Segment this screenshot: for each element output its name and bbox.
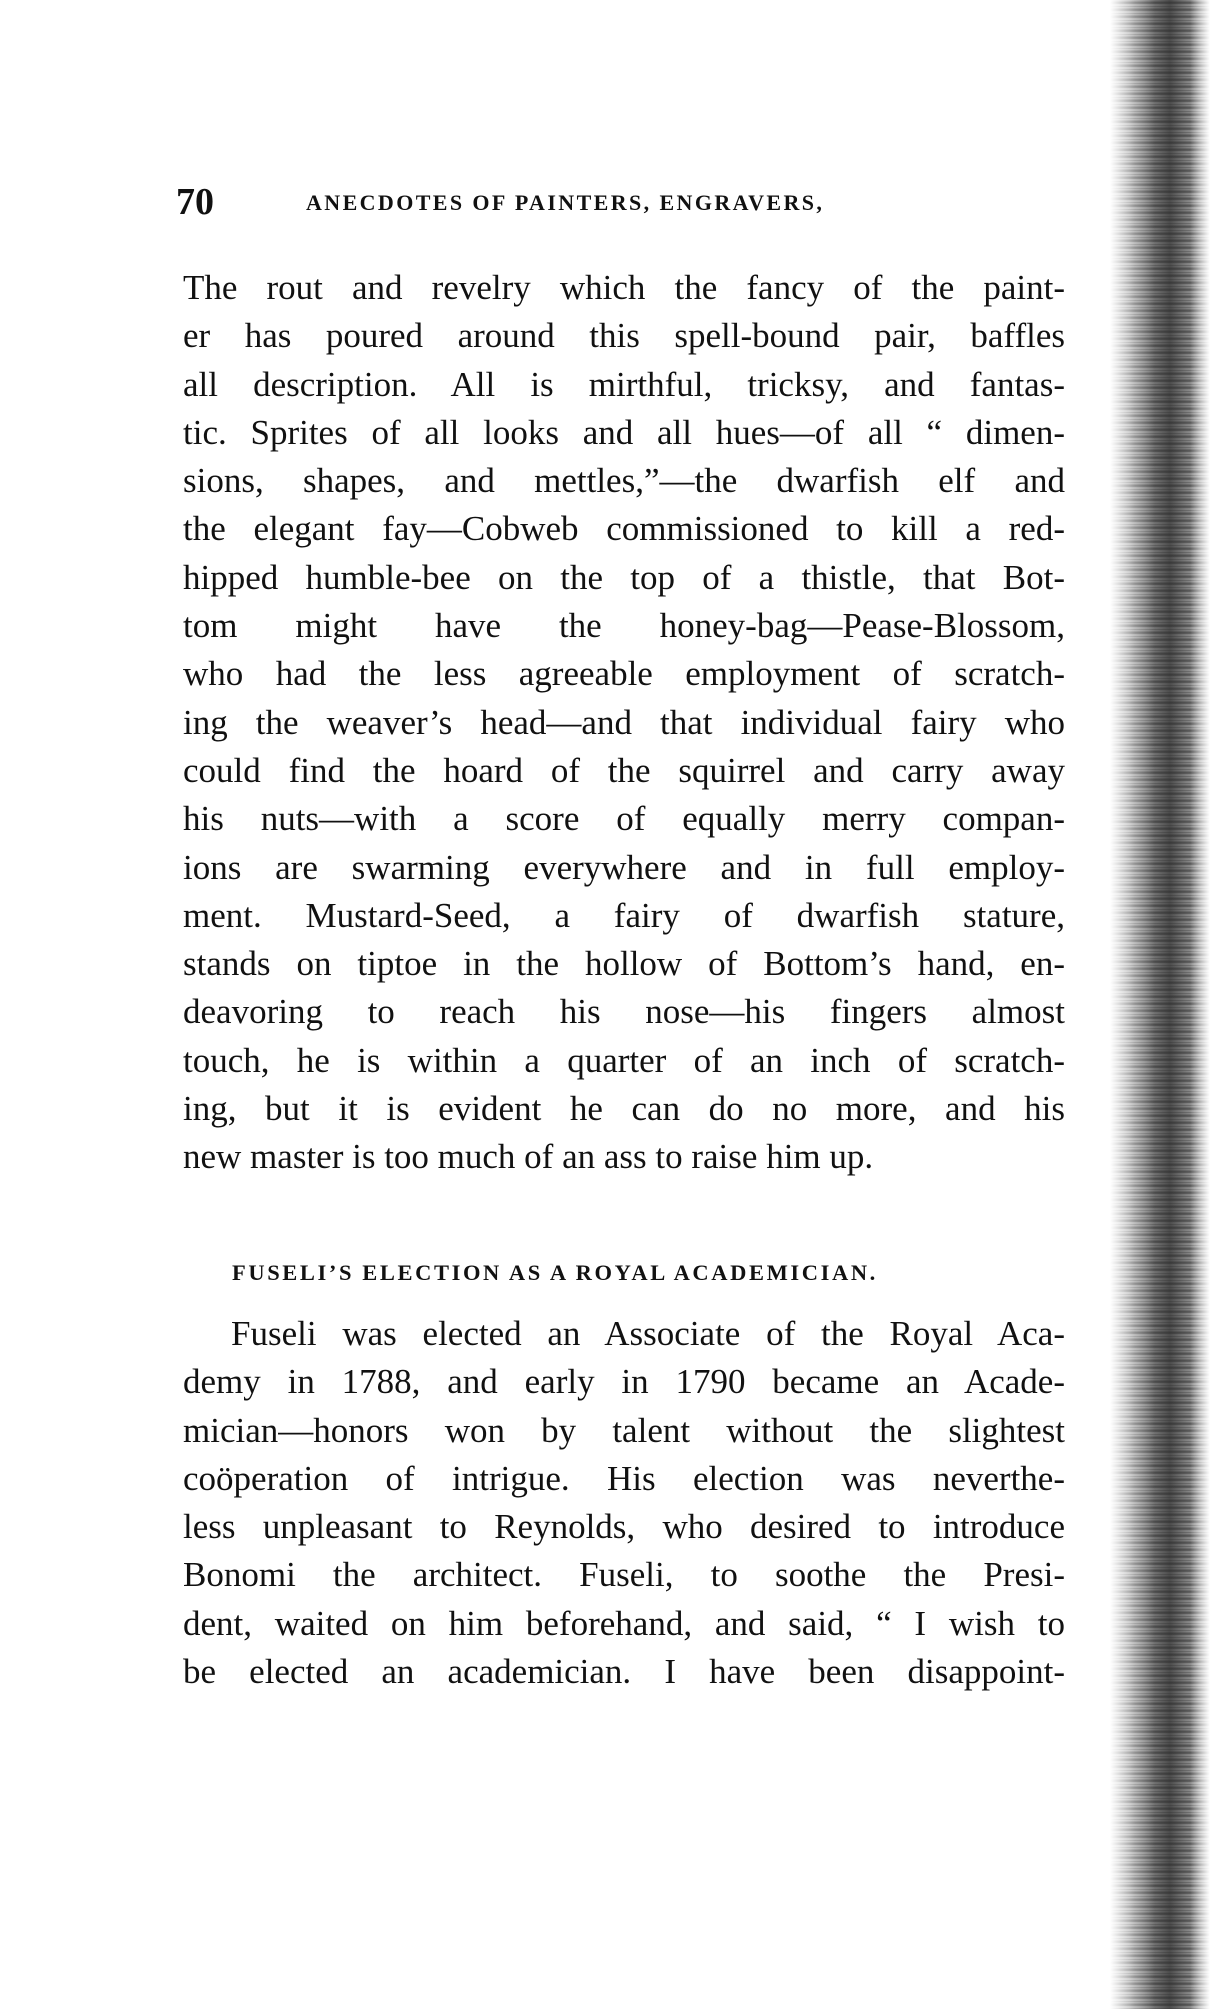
section-heading: FUSELI’S ELECTION AS A ROYAL ACADEMICIAN.	[232, 1260, 878, 1285]
text-line: dent, waited on him beforehand, and said, “ I wish to	[183, 1603, 1065, 1643]
running-title: ANECDOTES OF PAINTERS, ENGRAVERS,	[306, 190, 825, 215]
text-line: his nuts—with a score of equally merry compan-	[183, 799, 1065, 839]
text-line: be elected an academician. I have been disappoint-	[183, 1652, 1065, 1692]
running-head	[176, 180, 1076, 230]
text-line: er has poured around this spell-bound pair, baffles	[183, 316, 1065, 356]
paragraph-1	[183, 264, 1065, 1182]
text-line: coöperation of intrigue. His election was neverthe-	[183, 1458, 1065, 1498]
paragraph-2	[183, 1310, 1065, 1696]
text-line: touch, he is within a quarter of an inch of scratch-	[183, 1040, 1065, 1080]
text-line: Bonomi the architect. Fuseli, to soothe the Presi-	[183, 1555, 1065, 1595]
text-line: less unpleasant to Reynolds, who desired to introduce	[183, 1507, 1065, 1547]
text-line: ment. Mustard-Seed, a fairy of dwarfish stature,	[183, 895, 1065, 935]
text-line: ing the weaver’s head—and that individual fairy who	[183, 702, 1065, 742]
text-line: hipped humble-bee on the top of a thistle, that Bot-	[183, 557, 1065, 597]
text-line: new master is too much of an ass to raise him up.	[183, 1137, 874, 1177]
text-line: stands on tiptoe in the hollow of Bottom’s hand, en-	[183, 944, 1065, 984]
text-line: demy in 1788, and early in 1790 became an Acade-	[183, 1362, 1065, 1402]
text-line: mician—honors won by talent without the slightest	[183, 1410, 1065, 1450]
page-edge-mask	[1110, 0, 1210, 2009]
text-line: all description. All is mirthful, tricksy, and fantas-	[183, 364, 1065, 404]
text-line: The rout and revelry which the fancy of the paint-	[183, 268, 1065, 307]
page-number: 70	[176, 181, 214, 223]
text-line: who had the less agreeable employment of scratch-	[183, 654, 1065, 694]
text-line: tom might have the honey-bag—Pease-Blossom,	[183, 606, 1065, 646]
text-line: Fuseli was elected an Associate of the Royal Aca-	[231, 1314, 1065, 1353]
text-line: ions are swarming everywhere and in full employ-	[183, 847, 1065, 887]
text-line: tic. Sprites of all looks and all hues—of all “ dimen-	[183, 412, 1065, 452]
text-line: could find the hoard of the squirrel and carry away	[183, 750, 1065, 790]
text-line: sions, shapes, and mettles,”—the dwarfish elf and	[183, 461, 1065, 501]
text-line: deavoring to reach his nose—his fingers almost	[183, 992, 1065, 1032]
text-line: ing, but it is evident he can do no more, and his	[183, 1089, 1065, 1129]
text-line: the elegant fay—Cobweb commissioned to kill a red-	[183, 509, 1065, 549]
